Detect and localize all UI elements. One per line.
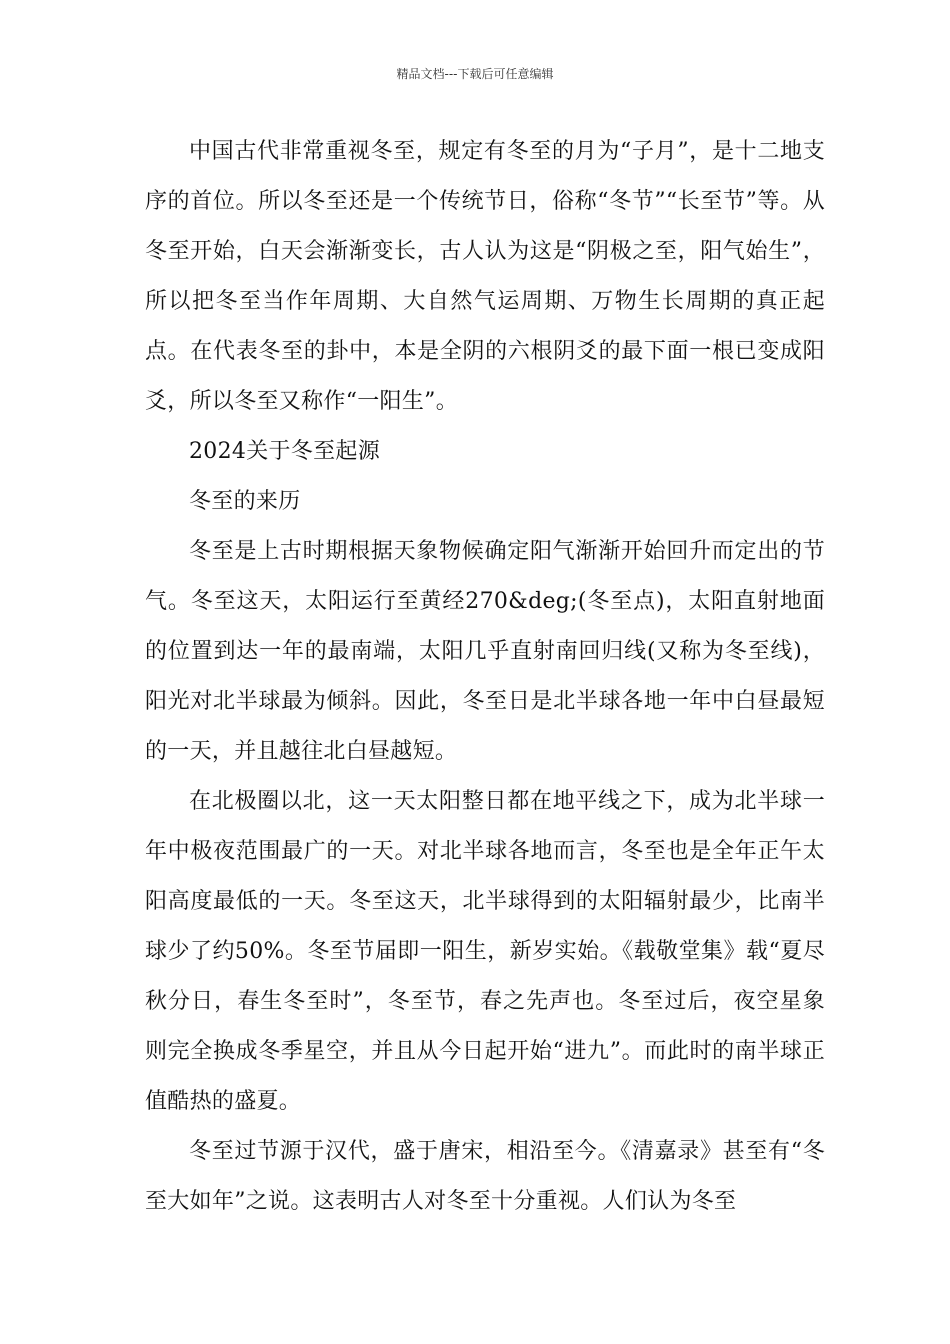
paragraph-winter-solstice-importance: 中国古代非常重视冬至，规定有冬至的月为“子月”，是十二地支序的首位。所以冬至还是一个传统节日，俗称“冬节”“长至节”等。从冬至开始，白天会渐渐变长，古人认为这是“阴极之至，阳气始生”，所以把冬至当作年周期、大自然气运周期、万物生长周期的真正起点。在代表冬至的卦中，本是全阴的六根阴爻的最下面一根已变成阳爻，所以冬至又称作“一阳生”。	[145, 139, 825, 414]
paragraph-polar-night: 在北极圈以北，这一天太阳整日都在地平线之下，成为北半球一年中极夜范围最广的一天。对北半球各地而言，冬至也是全年正午太阳高度最低的一天。冬至这天，北半球得到的太阳辐射最少，比南半球少了约50%。冬至节届即一阳生，新岁实始。《载敬堂集》载“夏尽秋分日，春生冬至时”，冬至节，春之先声也。冬至过后，夜空星象则完全换成冬季星空，并且从今日起开始“进九”。而此时的南半球正值酷热的盛夏。	[145, 789, 825, 1114]
section-heading: 2024关于冬至起源	[189, 439, 380, 464]
page-header: 精品文档---下载后可任意编辑	[396, 67, 554, 81]
paragraph-festival-history: 冬至过节源于汉代，盛于唐宋，相沿至今。《清嘉录》甚至有“冬至大如年”之说。这表明古人对冬至十分重视。人们认为冬至	[145, 1139, 825, 1214]
subsection-heading: 冬至的来历	[189, 489, 301, 514]
document-body	[145, 127, 825, 1227]
paragraph-solstice-astronomy: 冬至是上古时期根据天象物候确定阳气渐渐开始回升而定出的节气。冬至这天，太阳运行至黄经270&deg;(冬至点)，太阳直射地面的位置到达一年的最南端，太阳几乎直射南回归线(又称为冬至线)，阳光对北半球最为倾斜。因此，冬至日是北半球各地一年中白昼最短的一天，并且越往北白昼越短。	[145, 539, 825, 764]
